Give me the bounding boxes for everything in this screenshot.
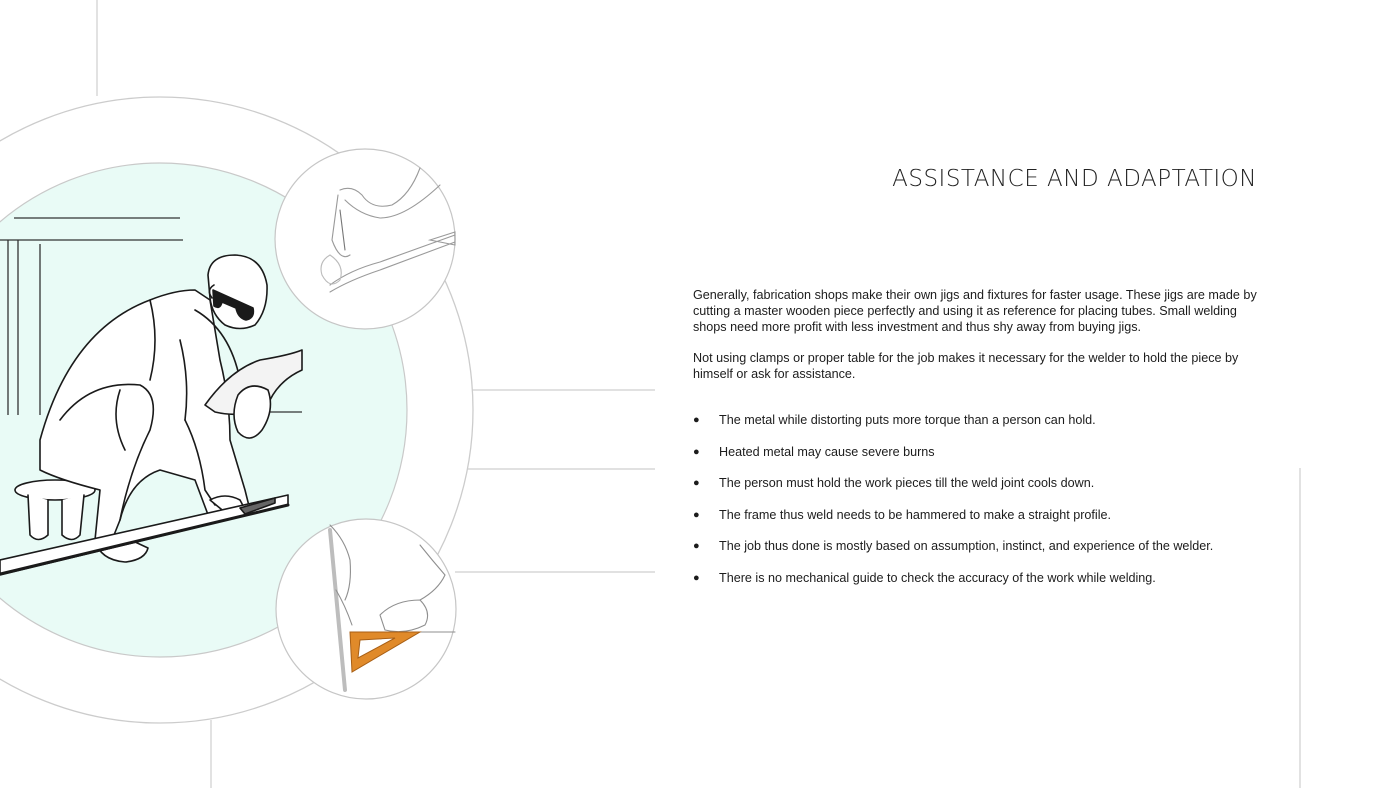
intro-paragraph: Generally, fabrication shops make their own jigs and fixtures for faster usage. These jigs are made by cutting a master wooden piece perfectly and using it as reference for placing tubes. Small welding shops need more profit with less investment and thus shy away from buying jigs. <box>693 288 1257 334</box>
page-title: ASSISTANCE AND ADAPTATION <box>892 166 1257 192</box>
bullet-icon: ● <box>693 540 700 553</box>
list-item: ● The person must hold the work pieces till the weld joint cools down. <box>693 476 1095 491</box>
detail-circle-set-square <box>276 519 456 699</box>
list-item: ● The frame thus weld needs to be hammered to make a straight profile. <box>693 507 1112 522</box>
bullet-icon: ● <box>693 477 700 490</box>
list-item: ● There is no mechanical guide to check the accuracy of the work while welding. <box>693 570 1156 585</box>
assistance-paragraph: Not using clamps or proper table for the job makes it necessary for the welder to hold the piece by himself or ask for assistance. <box>693 351 1239 381</box>
bullet-icon: ● <box>693 508 700 521</box>
bullet-icon: ● <box>693 571 700 584</box>
list-item: ● Heated metal may cause severe burns <box>693 444 935 459</box>
detail-circle-hammering <box>275 149 455 329</box>
bullet-icon: ● <box>693 414 700 426</box>
bullet-list <box>693 412 1273 602</box>
bullet-icon: ● <box>693 445 700 458</box>
list-item: ● The metal while distorting puts more torque than a person can hold. <box>693 413 1096 427</box>
list-item: ● The job thus done is mostly based on assumption, instinct, and experience of the welder. <box>693 539 1214 554</box>
